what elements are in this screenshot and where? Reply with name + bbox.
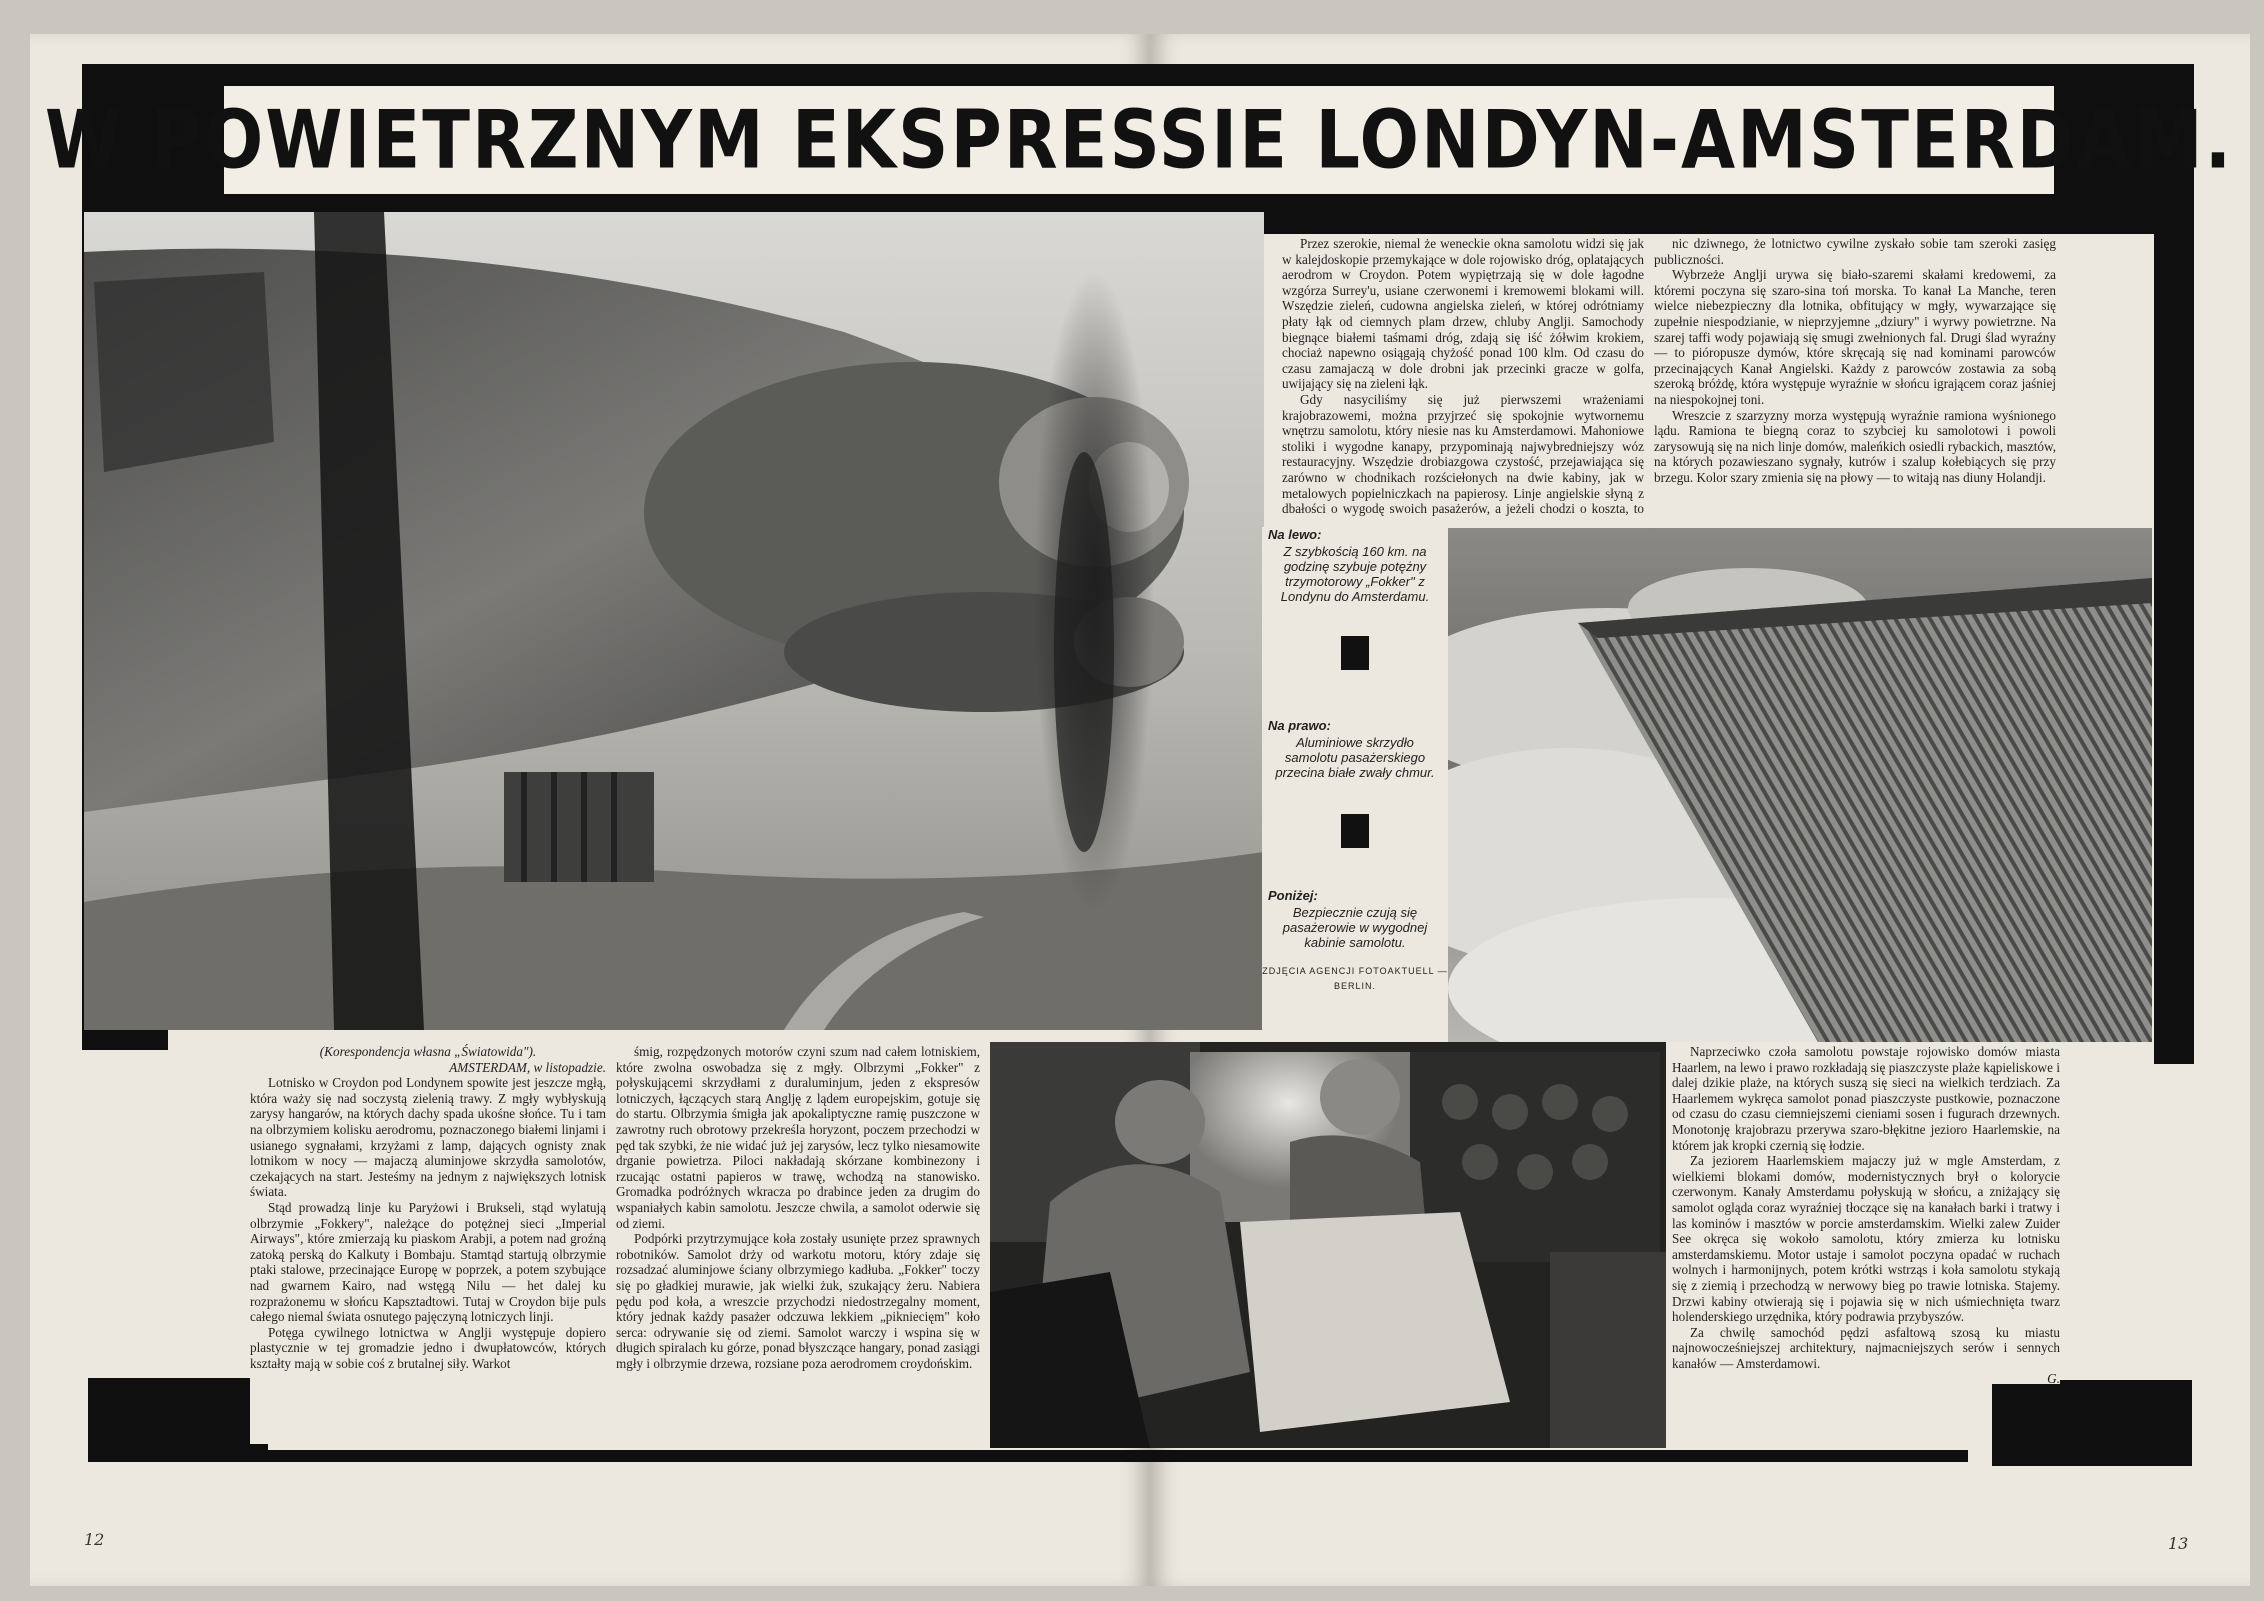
paragraph: Podpórki przytrzymujące koła zostały usunięte przez sprawnych robotników. Samolot drży od warkotu motoru, który zdaje się rozsadzać aluminjowe ściany olbrzymiego kadłuba. „Fokker" toczy się po gładkiej murawie, jak wielki żuk, szukający żeru. Nabiera pędu pod koła, a wreszcie przychodzi niedostrzegalny moment, który jednak każdy pasażer odczuwa lekkiem „pikniecięm" koło serca: odrywanie się od ziemi. Samolot warczy i wspina się w długich spiralach ku górze, ponad błyszczące hangary, ponad zasiągi mgły i olbrzymie drzewa, rozsiane poza aerodromem croydońskim. — [616, 1231, 980, 1371]
right-black-column — [2154, 64, 2194, 1064]
black-square-marker — [1341, 636, 1369, 670]
paragraph: Potęga cywilnego lotnictwa w Anglji występuje dopiero plastycznie w tej gromadzie jedno i dwupłatowców, których kształty mają w sobie coś z brutalnej siły. Warkot — [250, 1324, 606, 1371]
engine-photo — [84, 212, 1264, 1030]
paragraph: śmig, rozpędzonych motorów czyni szum nad całem lotniskiem, które zwolna oswobadza się z mgły. Olbrzymi „Fokker" z połyskującemi skrzydłami z duraluminjum, jeden z ekspresów lotniczych, łączących starą Anglję z lądem europejskim, gotuje się do startu. Olbrzymia śmigła jak apokaliptyczne ramię puszczone w zawrotny ruch obrotowy przekreśla horyzont, poczem przechodzi w pęd tak szybki, że nie widać już jej zarysów, lecz tylko niesamowite drganie powietrza. Piloci nakładają skórzane kombinezony i rzucając ostatni papieros w trawę, wchodzą na stanowisko. Gromadka podróżnych wkracza po drabince jeden za drugim do wspaniałych kabin samolotu. Jeszcze chwila, a samolot oderwie się od ziemi. — [616, 1044, 980, 1231]
author-initial: G. — [2047, 1371, 2060, 1384]
dateline: (Korespondencja własna „Światowida"). — [319, 1044, 537, 1059]
bottom-left-black-bar — [88, 1378, 268, 1458]
paragraph: Lotnisko w Croydon pod Londynem spowite jest jeszcze mgłą, która waży się nad soczystą zielenią trawy. Z mgły wybłyskują zarysy hangarów, na których dachy spada ukośne słońce. Tu i tam na olbrzymiem kolisku aerodromu, poznaczonego białemi linjami i usianego sygnałami, krzyżami z lamp, dających ognisty znak lotnikom w nocy — majaczą aluminjowe skrzydła samolotów, czekających na start. Jesteśmy na jednym z największych lotnisk świata. — [250, 1075, 606, 1200]
top-text-col-2 — [1654, 236, 2056, 518]
passengers-cabin-image — [990, 1042, 1666, 1448]
top-text-col-1 — [1282, 236, 1644, 518]
caption-right-label: Na prawo: — [1268, 718, 1331, 733]
paragraph: Gdy nasyciliśmy się już pierwszemi wrażeniami krajobrazowemi, można przyjrzeć się spokojnie wytwornemu wnętrzu samolotu, który niesie nas ku Amsterdamowi. Mahoniowe stoliki i wygodne kanapy, przypominają najwybredniejszy wóz restauracyjny. Wszędzie drobiazgowa czystość, przejawiająca się zarówno w chodnikach rozściełonych na dwie kabiny, jak w metalowych popielniczkach na papierosy. Linje angielskie słyną z dbałości o wygodę swoich pasażerów, a jeżeli chodzi o koszta, to — [1282, 391, 1644, 517]
photo-captions — [1262, 527, 1448, 1037]
cabin-photo — [990, 1042, 1666, 1448]
caption-left-label: Na lewo: — [1268, 527, 1322, 542]
place-and-date: AMSTERDAM, w listopadzie. — [449, 1059, 606, 1075]
paragraph: Za jeziorem Haarlemskiem majaczy już w mgle Amsterdam, z wielkiemi blokami domów, modernistycznych brył o kolorycie czerwonym. Kanały Amsterdamu połyskują w słońcu, a zniżający się samolot ogląda coraz wyraźniej tłoczące się na kanałach barki i tratwy i las kominów i masztów w porcie amsterdamskim. Wielki zalew Zuider See okręca się wokoło samolotu, który zmierza ku lotnisku amsterdamskiemu. Motor ustaje i samolot poczyna opadać w ruchach wolnych i harmonijnych, potem krótki wstrząs i koła samolotu stykają się z ziemią i przechodzą w nerwowy bieg po trawie lotniska. Stajemy. Drzwi kabiny otwierają się i pojawia się w nich uśmiechnięta twarz holenderskiego urzędnika, który podrawia przybyszów. — [1672, 1153, 2060, 1325]
caption-below-text: Bezpiecznie czują się pasażerowie w wygodnej kabinie samolotu. — [1282, 905, 1428, 950]
page-number-right: 13 — [2168, 1534, 2189, 1553]
caption-below-label: Poniżej: — [1268, 888, 1318, 903]
bottom-black-strip — [88, 1450, 1968, 1462]
bottom-text-col-2 — [616, 1044, 980, 1444]
paragraph: Wreszcie z szarzyzny morza występują wyraźnie ramiona wyśnionego lądu. Ramiona te biegną coraz to szybciej ku samolotowi i powoli zarysowują się na nich linje domów, maleńkich osiedli rybackich, masztów, na których pozawieszano sygnały, kutrów i szalup kołebiących się przy brzegu. Kolor szary zmienia się na płowy — to witają nas diuny Holandji. — [1654, 407, 2056, 485]
paragraph: Wybrzeże Anglji urywa się biało-szaremi skałami kredowemi, za któremi poczyna się szaro-sina toń morska. To kanał La Manche, teren wielce niebezpieczny dla lotnika, obfitujący w mgły, wywarzające się zupełnie niespodzianie, w nieprzyjemne „dziury" i wyrwy powietrzne. Na szarej taffi wody pojawiają się smugi zwełnionych fal. Drugi ślad wyraźny — to pióropusze dymów, które skręcają się nad kominami parowców przecinających Kanał Angielski. Każdy z parowców zostawia za sobą szeroką bróżdę, która występuje wyraźnie w słońcu igrającem coraz jaśniej na niespokojnej toni. — [1654, 267, 2056, 407]
paragraph: Stąd prowadzą linje ku Paryżowi i Brukseli, stąd wylatują olbrzymie „Fokkery", należące do potężnej sieci „Imperial Airways", które zmierzają ku piaskom Arabji, a potem nad groźną zatoką perską do Kalkuty i Bombaju. Stamtąd startują olbrzymie ptaki stalowe, przecinające Europę w poprzek, a potem szybujące nad gwarnem Kairo, nad wstęgą Nilu — het dalej ku rozprażonemu w słońcu Kapsztadtowi. Tutaj w Croydon bije puls całego niemal świata osnutego pajęczyną lotniczych linji. — [250, 1199, 606, 1325]
paragraph: nic dziwnego, że lotnictwo cywilne zyskało sobie tam szeroki zasięg publiczności. — [1654, 236, 2056, 267]
headline-box — [44, 86, 2234, 194]
bottom-text-col-3 — [1672, 1044, 2060, 1384]
bottom-right-black-bar — [1992, 1380, 2192, 1466]
paragraph: Naprzeciwko czoła samolotu powstaje rojowisko domów miasta Haarlem, na lewo i prawo rozkładają się piaszczyste plaże kąpieliskowe i dalej dzikie plaże, na których suszą się sieci na wielkich terdziach. Za Haarlemem wykręca samolot ponad piaszczyste pustkowie, poznaczone od czasu do czasu ciemniejszemi cieniami sosen i fugurach drzewnych. Monotonję krajobrazu przerywa szaro-błękitne jezioro Haarlemskie, na którem jak kropki czernią się łodzie. — [1672, 1044, 2060, 1153]
headline: W POWIETRZNYM EKSPRESSIE LONDYN-AMSTERDAM. — [44, 92, 2234, 188]
wing-over-clouds-image — [1448, 528, 2152, 1042]
black-square-marker — [1341, 814, 1369, 848]
engine-propeller-image — [84, 212, 1264, 1030]
paragraph: Przez szerokie, niemal że weneckie okna samolotu widzi się jak w kalejdoskopie przemykające w dole rojowisko dróg, oplatających aerodrom w Croydon. Potem wypiętrzają się w dole łagodne wzgórza Surrey'u, usiane czerwonemi i kremowemi blokami will. Wszędzie zieleń, cudowna angielska zieleń, w której odrótniamy płaty łąk od ciemnych plam drzew, chluby Anglji. Samochody biegnące białemi taśmami dróg, zdają się iść żółwim krokiem, chociaż napewno osiągają chyżość ponad 100 klm. Od czasu do czasu zamajaczą w dole drobni jak przecinki gracze w golfa, uwijający się na zieleni łąk. — [1282, 236, 1644, 392]
photo-credit: ZDJĘCIA AGENCJI FOTOAKTUELL — BERLIN. — [1262, 966, 1448, 991]
wing-photo — [1448, 528, 2152, 1042]
bottom-text-col-1 — [250, 1044, 606, 1444]
paragraph: Za chwilę samochód pędzi asfaltową szosą ku miastu najnowocześniejszej architektury, najmacniejszych serów i sennych kanałów — Amsterdamowi. — [1672, 1324, 2060, 1371]
caption-right-text: Aluminiowe skrzydło samolotu pasażerskiego przecina białe zwały chmur. — [1275, 735, 1435, 780]
caption-left-text: Z szybkością 160 km. na godzinę szybuje potężny trzymotorowy „Fokker" z Londynu do Amsterdamu. — [1280, 544, 1430, 604]
page-number-left: 12 — [84, 1530, 105, 1549]
